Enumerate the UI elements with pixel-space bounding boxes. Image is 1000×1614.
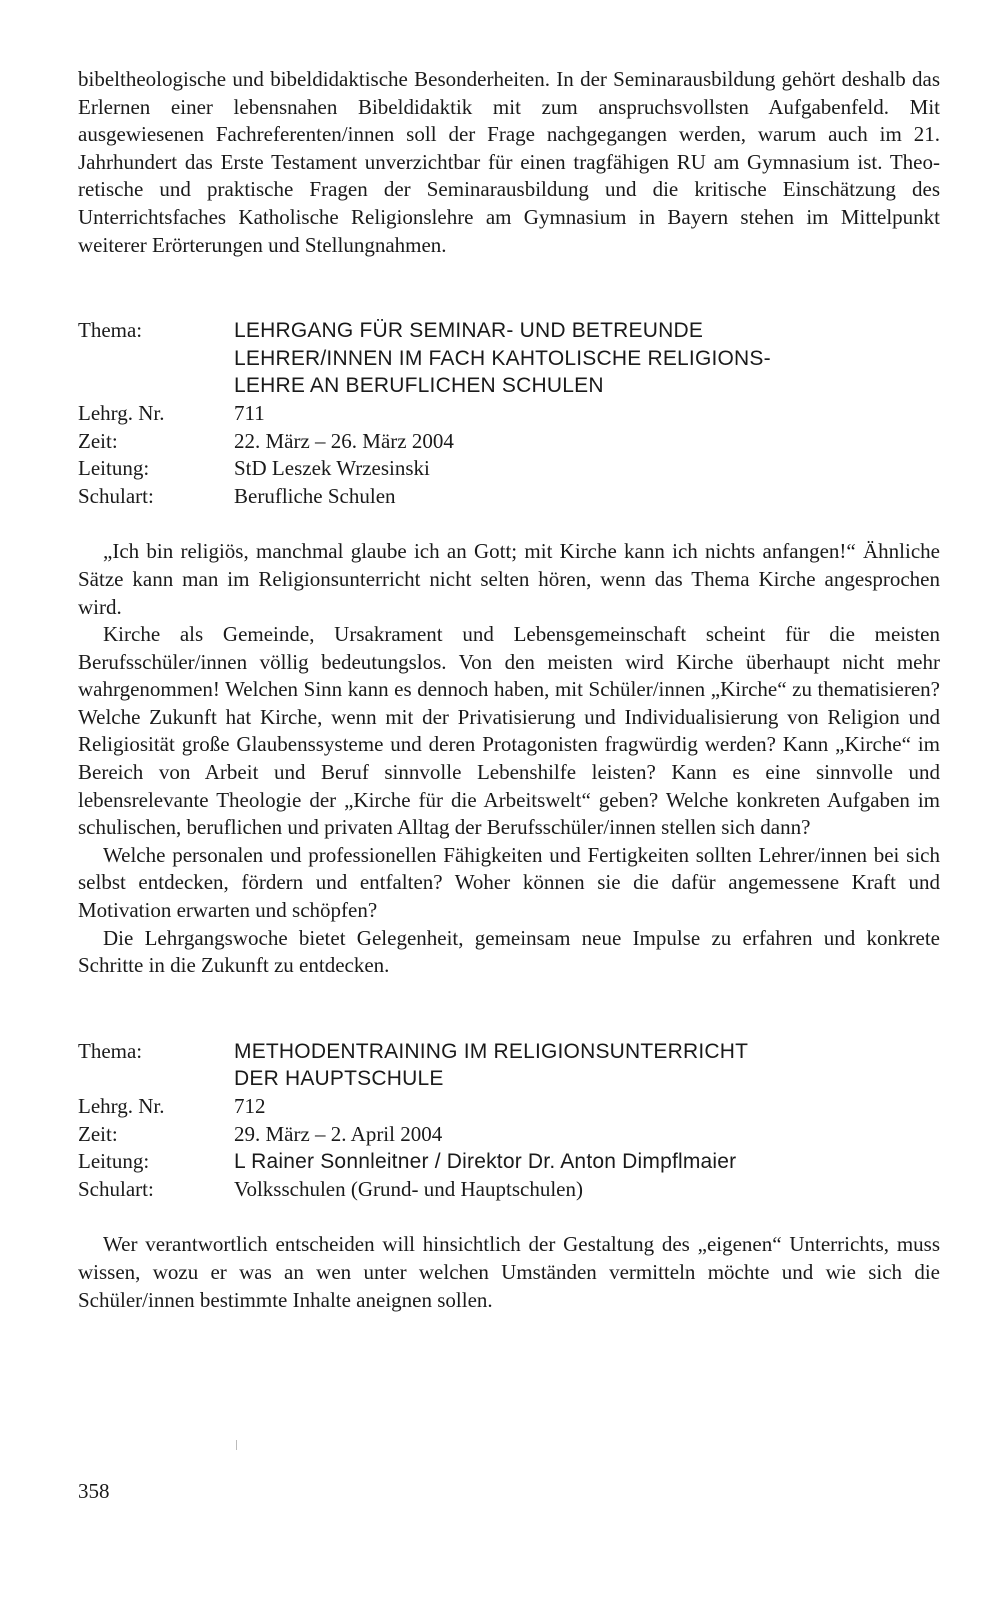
lehrgang-nr-label: Lehrg. Nr. bbox=[78, 400, 165, 425]
course-712-nr-row bbox=[78, 1093, 940, 1121]
course-711-leitung-row bbox=[78, 455, 940, 483]
course-711-title bbox=[234, 317, 940, 400]
course-711-paragraph: Die Lehrgangswoche bietet Gelegenheit, gemeinsam neue Impulse zu erfahren und konkrete Schritte in die Zukunft zu entdecken. bbox=[78, 925, 940, 978]
course-712-description bbox=[78, 1231, 940, 1314]
course-711-schulart: Berufliche Schulen bbox=[234, 483, 396, 508]
thema-label: Thema: bbox=[78, 1038, 143, 1063]
course-712-leitung-row bbox=[78, 1148, 940, 1176]
course-711-zeit-row bbox=[78, 428, 940, 456]
leitung-label: Leitung: bbox=[78, 456, 150, 481]
course-712-zeit: 29. März – 2. April 2004 bbox=[234, 1121, 443, 1146]
course-711-nr: 711 bbox=[234, 400, 265, 425]
course-711-title-line: LEHRGANG FÜR SEMINAR- UND BETREUNDE bbox=[234, 319, 704, 343]
course-712-nr: 712 bbox=[234, 1094, 266, 1118]
lehrgang-nr-label: Lehrg. Nr. bbox=[78, 1094, 165, 1118]
course-711-zeit: 22. März – 26. März 2004 bbox=[234, 428, 454, 453]
course-711-paragraph: Welche personalen und professionellen Fähigkeiten und Fertigkeiten sollten Lehrer/innen bei sich selbst entdecken, fördern und entfalten? Woher können sie die dafür angemessene Kraft und Motivation erwarten und schöpfen? bbox=[78, 842, 940, 923]
zeit-label: Zeit: bbox=[78, 428, 118, 453]
course-712-title-line: DER HAUPTSCHULE bbox=[234, 1067, 444, 1091]
course-711-paragraph: Kirche als Gemeinde, Ursakrament und Lebensgemeinschaft scheint für die meisten Berufsschüler/innen völlig bedeutungslos. Von den meisten wird Kirche überhaupt nicht mehr wahrgenommen! Welchen Sinn kann es dennoch haben, mit Schüler/innen „Kirche“ zu thematisieren? Welche Zukunft hat Kirche, wenn mit der Privatisierung und Individualisierung von Religion und Religiosität große Glaubenssysteme und deren Protagonisten fragwürdig werden? Kann „Kirche“ im Bereich von Arbeit und Beruf sinnvolle Lebenshilfe leisten? Kann es eine sinnvolle und lebensrelevante Theologie der „Kirche für die Arbeitswelt“ geben? Welche konkreten Aufgaben im schulischen, beruflichen und privaten Alltag der Berufsschüler/innen stellen sich dann? bbox=[78, 622, 940, 840]
course-712-schulart: Volksschulen (Grund- und Hauptschulen) bbox=[234, 1176, 583, 1201]
course-711-leitung: StD Leszek Wrzesinski bbox=[234, 456, 430, 481]
course-712 bbox=[78, 1038, 940, 1314]
course-711-title-line: LEHRER/INNEN IM FACH KAHTOLISCHE RELIGIONS- bbox=[234, 346, 771, 370]
course-711-nr-row bbox=[78, 400, 940, 428]
course-712-schulart-row bbox=[78, 1176, 940, 1204]
schulart-label: Schulart: bbox=[78, 1176, 154, 1201]
leitung-label: Leitung: bbox=[78, 1149, 150, 1174]
course-711-description bbox=[78, 538, 940, 980]
course-711-title-line: LEHRE AN BERUFLICHEN SCHULEN bbox=[234, 374, 604, 398]
course-712-zeit-row bbox=[78, 1121, 940, 1149]
course-712-thema-row bbox=[78, 1038, 940, 1093]
course-712-paragraph: Wer verantwortlich entscheiden will hinsichtlich der Gestaltung des „eigenen“ Unterrichts, muss wissen, wozu er was an wen unter welchen Umständen vermitteln möchte und wie sich die Schüler/innen bestimmte Inhalte aneignen sollen. bbox=[78, 1232, 940, 1312]
course-712-title-line: METHODENTRAINING IM RELIGIONSUNTERRICHT bbox=[234, 1039, 749, 1063]
scan-mark bbox=[236, 1440, 237, 1450]
course-711-schulart-row bbox=[78, 483, 940, 511]
thema-label: Thema: bbox=[78, 318, 143, 343]
page-content bbox=[78, 66, 940, 1314]
course-712-leitung: L Rainer Sonnleitner / Direktor Dr. Anton Dimpflmaier bbox=[234, 1150, 737, 1174]
zeit-label: Zeit: bbox=[78, 1121, 118, 1146]
page-number: 358 bbox=[78, 1479, 110, 1503]
course-712-title bbox=[234, 1038, 940, 1093]
course-711 bbox=[78, 317, 940, 980]
course-711-paragraph: „Ich bin religiös, manchmal glaube ich an Gott; mit Kirche kann ich nichts anfangen!“ Ähnliche Sätze kann man im Religionsunterricht nicht selten hören, wenn das Thema Kirche angesprochen wird. bbox=[78, 539, 940, 619]
intro-paragraph: bibeltheologische und bibeldidaktische Besonderheiten. In der Seminarausbildung gehört deshalb das Erlernen einer lebensnahen Bibeldidaktik mit zum anspruchsvollsten Aufgabenfeld. Mit ausgewiesenen Fachreferenten/innen soll der Frage nachgegangen werden, warum auch im 21. Jahrhundert das Erste Testament unverzichtbar für einen tragfähigen RU am Gymnasium ist. Theoretische und praktische Fragen der Seminarausbildung und die kritische Einschätzung des Unterrichtsfaches Katholische Religionslehre am Gymnasium in Bayern stehen im Mittelpunkt weiterer Erörterungen und Stellungnahmen. bbox=[78, 67, 940, 257]
course-711-thema-row bbox=[78, 317, 940, 400]
schulart-label: Schulart: bbox=[78, 483, 154, 508]
